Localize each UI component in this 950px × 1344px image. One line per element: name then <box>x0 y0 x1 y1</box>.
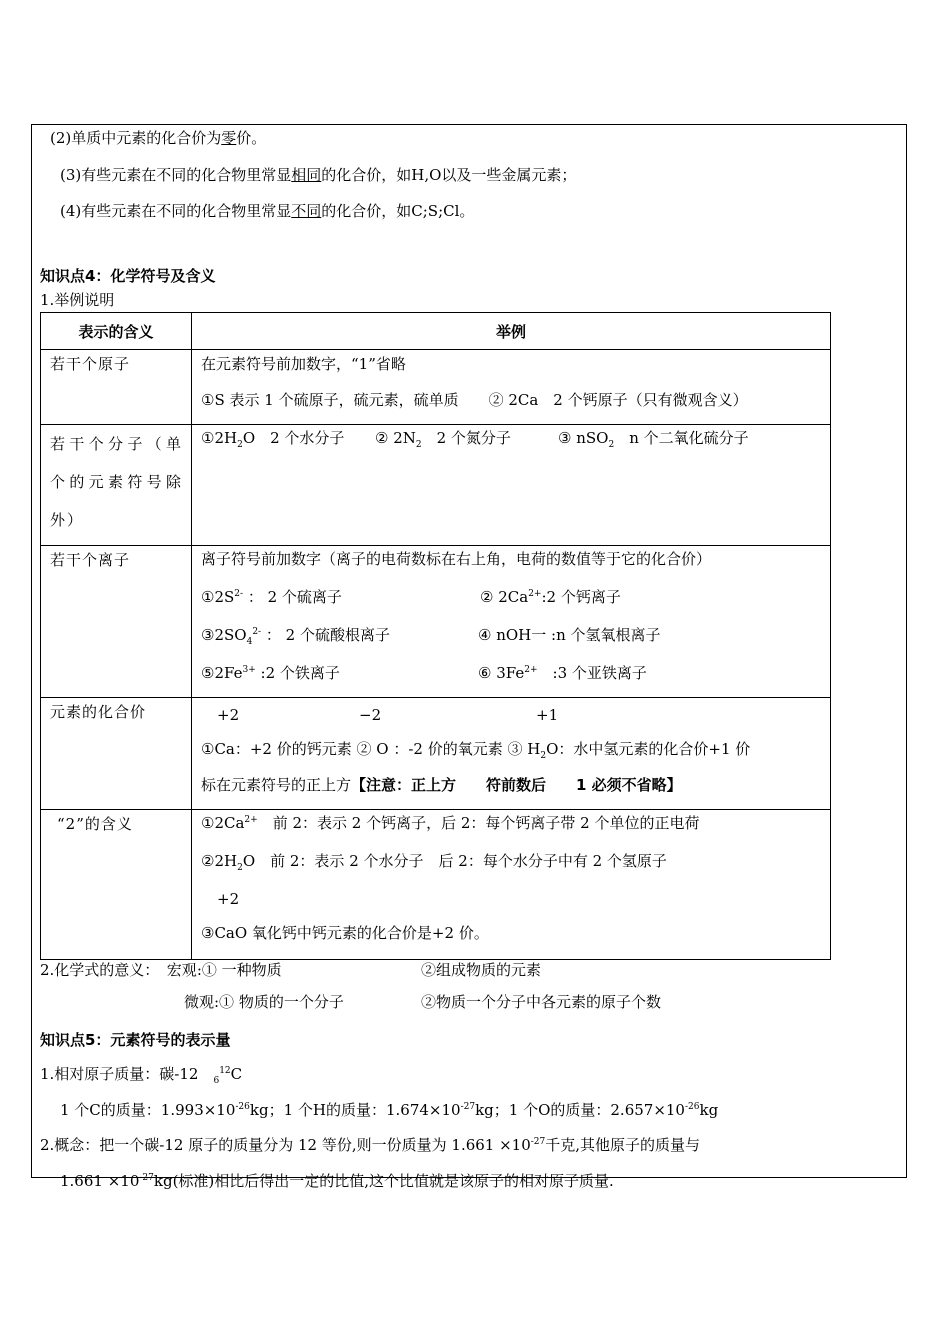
valence-examples: ①Ca：+2 价的钙元素 ② O ：-2 价的氧元素 ③ $H_2O$：水中氢元素的化合价+1 价 <box>201 740 751 761</box>
molecule-example-water: $①2H_2O$ 2 个水分子 <box>201 429 345 450</box>
ion-example-3: $③2SO_4^{2-}$ ： 2 个硫酸根离子 <box>201 626 390 647</box>
row-text: ①S 表示 1 个硫原子，硫元素，硫单质 ② 2Ca 2 个钙原子（只有微观含义） <box>201 391 748 409</box>
atom-masses-line: 1 个C的质量：$1.993\times 10^{-26}kg$；1 个H的质量：$1.674\times 10^{-27}kg$；1 个O的质量：$2.657\times 10^{-26}kg$ <box>60 1101 719 1119</box>
formula-meaning-micro: 微观:① 物质的一个分子 <box>184 993 344 1011</box>
formula-meaning-micro-2: ②物质一个分子中各元素的原子个数 <box>421 993 662 1011</box>
row-label-valence: 元素的化合价 <box>50 703 147 721</box>
col-header-meaning: 表示的含义 <box>41 313 192 350</box>
ion-example-4: ④ nOH一 :n 个氢氧根离子 <box>478 626 661 644</box>
concept-line-2: $1.661 \times 10^{-27}kg$(标准)相比后得出一定的比值,这个比值就是该原子的相对原子质量. <box>60 1172 614 1190</box>
rule-item-2: (2)单质中元素的化合价为零价。 <box>50 129 267 147</box>
row-text: 离子符号前加数字（离子的电荷数标在右上角，电荷的数值等于它的化合价） <box>201 550 712 568</box>
row-text: 在元素符号前加数字，“1”省略 <box>201 355 406 373</box>
row-label-atoms: 若干个原子 <box>50 355 131 373</box>
row-label-meaning-of-2: “2”的含义 <box>57 815 133 833</box>
meaning-2-example-3: ③CaO 氧化钙中钙元素的化合价是+2 价。 <box>201 924 489 942</box>
rule-item-3: (3)有些元素在不同的化合物里常显相同的化合价，如H,O以及一些金属元素； <box>60 166 577 184</box>
valence-mark: +2 <box>217 890 240 908</box>
meaning-2-example-1: $①2Ca^{2+}$ 前 2：表示 2 个钙离子，后 2：每个钙离子带 2 个单位的正电荷 <box>201 814 700 832</box>
table-row <box>41 810 831 960</box>
row-label-molecules: 若干个分子（单个的元素符号除外） <box>50 435 183 529</box>
rule-item-4: (4)有些元素在不同的化合物里常显不同的化合价，如C;S;Cl。 <box>60 202 475 220</box>
concept-line-1: 2.概念：把一个碳-12 原子的质量分为 12 等份,则一份质量为 $1.661 \times 10^{-27}$千克,其他原子的质量与 <box>40 1136 701 1154</box>
valence-mark: −2 <box>359 706 382 724</box>
formula-meaning-macro-2: ②组成物质的元素 <box>421 961 542 979</box>
ion-example-6: ⑥ $3Fe^{2+}$ :3 个亚铁离子 <box>478 664 647 682</box>
symbol-meaning-table <box>40 312 831 960</box>
subheading-examples: 1.举例说明 <box>40 291 115 309</box>
row-label-ions: 若干个离子 <box>50 551 131 569</box>
col-header-example: 举例 <box>192 313 831 350</box>
relative-atomic-mass-line: 1.相对原子质量：碳-12 $_6^{12}$C <box>40 1065 243 1086</box>
ion-example-1: $①2S^{2-}$ ： 2 个硫离子 <box>201 588 342 606</box>
table-row <box>41 425 831 546</box>
molecule-example-nitrogen: ② $2N_2$ 2 个氮分子 <box>375 429 511 450</box>
ion-example-5: $⑤2Fe^{3+}$ :2 个铁离子 <box>201 664 340 682</box>
formula-meaning-macro: 2.化学式的意义： 宏观:① 一种物质 <box>40 961 282 979</box>
knowledge-point-5-heading: 知识点5：元素符号的表示量 <box>40 1031 231 1049</box>
ion-example-2: ② $2Ca^{2+}:2$ 个钙离子 <box>480 588 621 606</box>
valence-mark: +1 <box>536 706 559 724</box>
table-row <box>41 546 831 698</box>
valence-mark: +2 <box>217 706 240 724</box>
table-row <box>41 350 831 425</box>
table-row <box>41 698 831 810</box>
valence-note: 标在元素符号的正上方【注意：正上方 符前数后 1 必须不省略】 <box>201 776 682 794</box>
molecule-example-so2: ③ nSO$_2$ n 个二氧化硫分子 <box>558 429 749 450</box>
knowledge-point-4-heading: 知识点4：化学符号及含义 <box>40 267 216 285</box>
meaning-2-example-2: $②2H_2O$ 前 2：表示 2 个水分子 后 2：每个水分子中有 2 个氢原子 <box>201 852 667 873</box>
